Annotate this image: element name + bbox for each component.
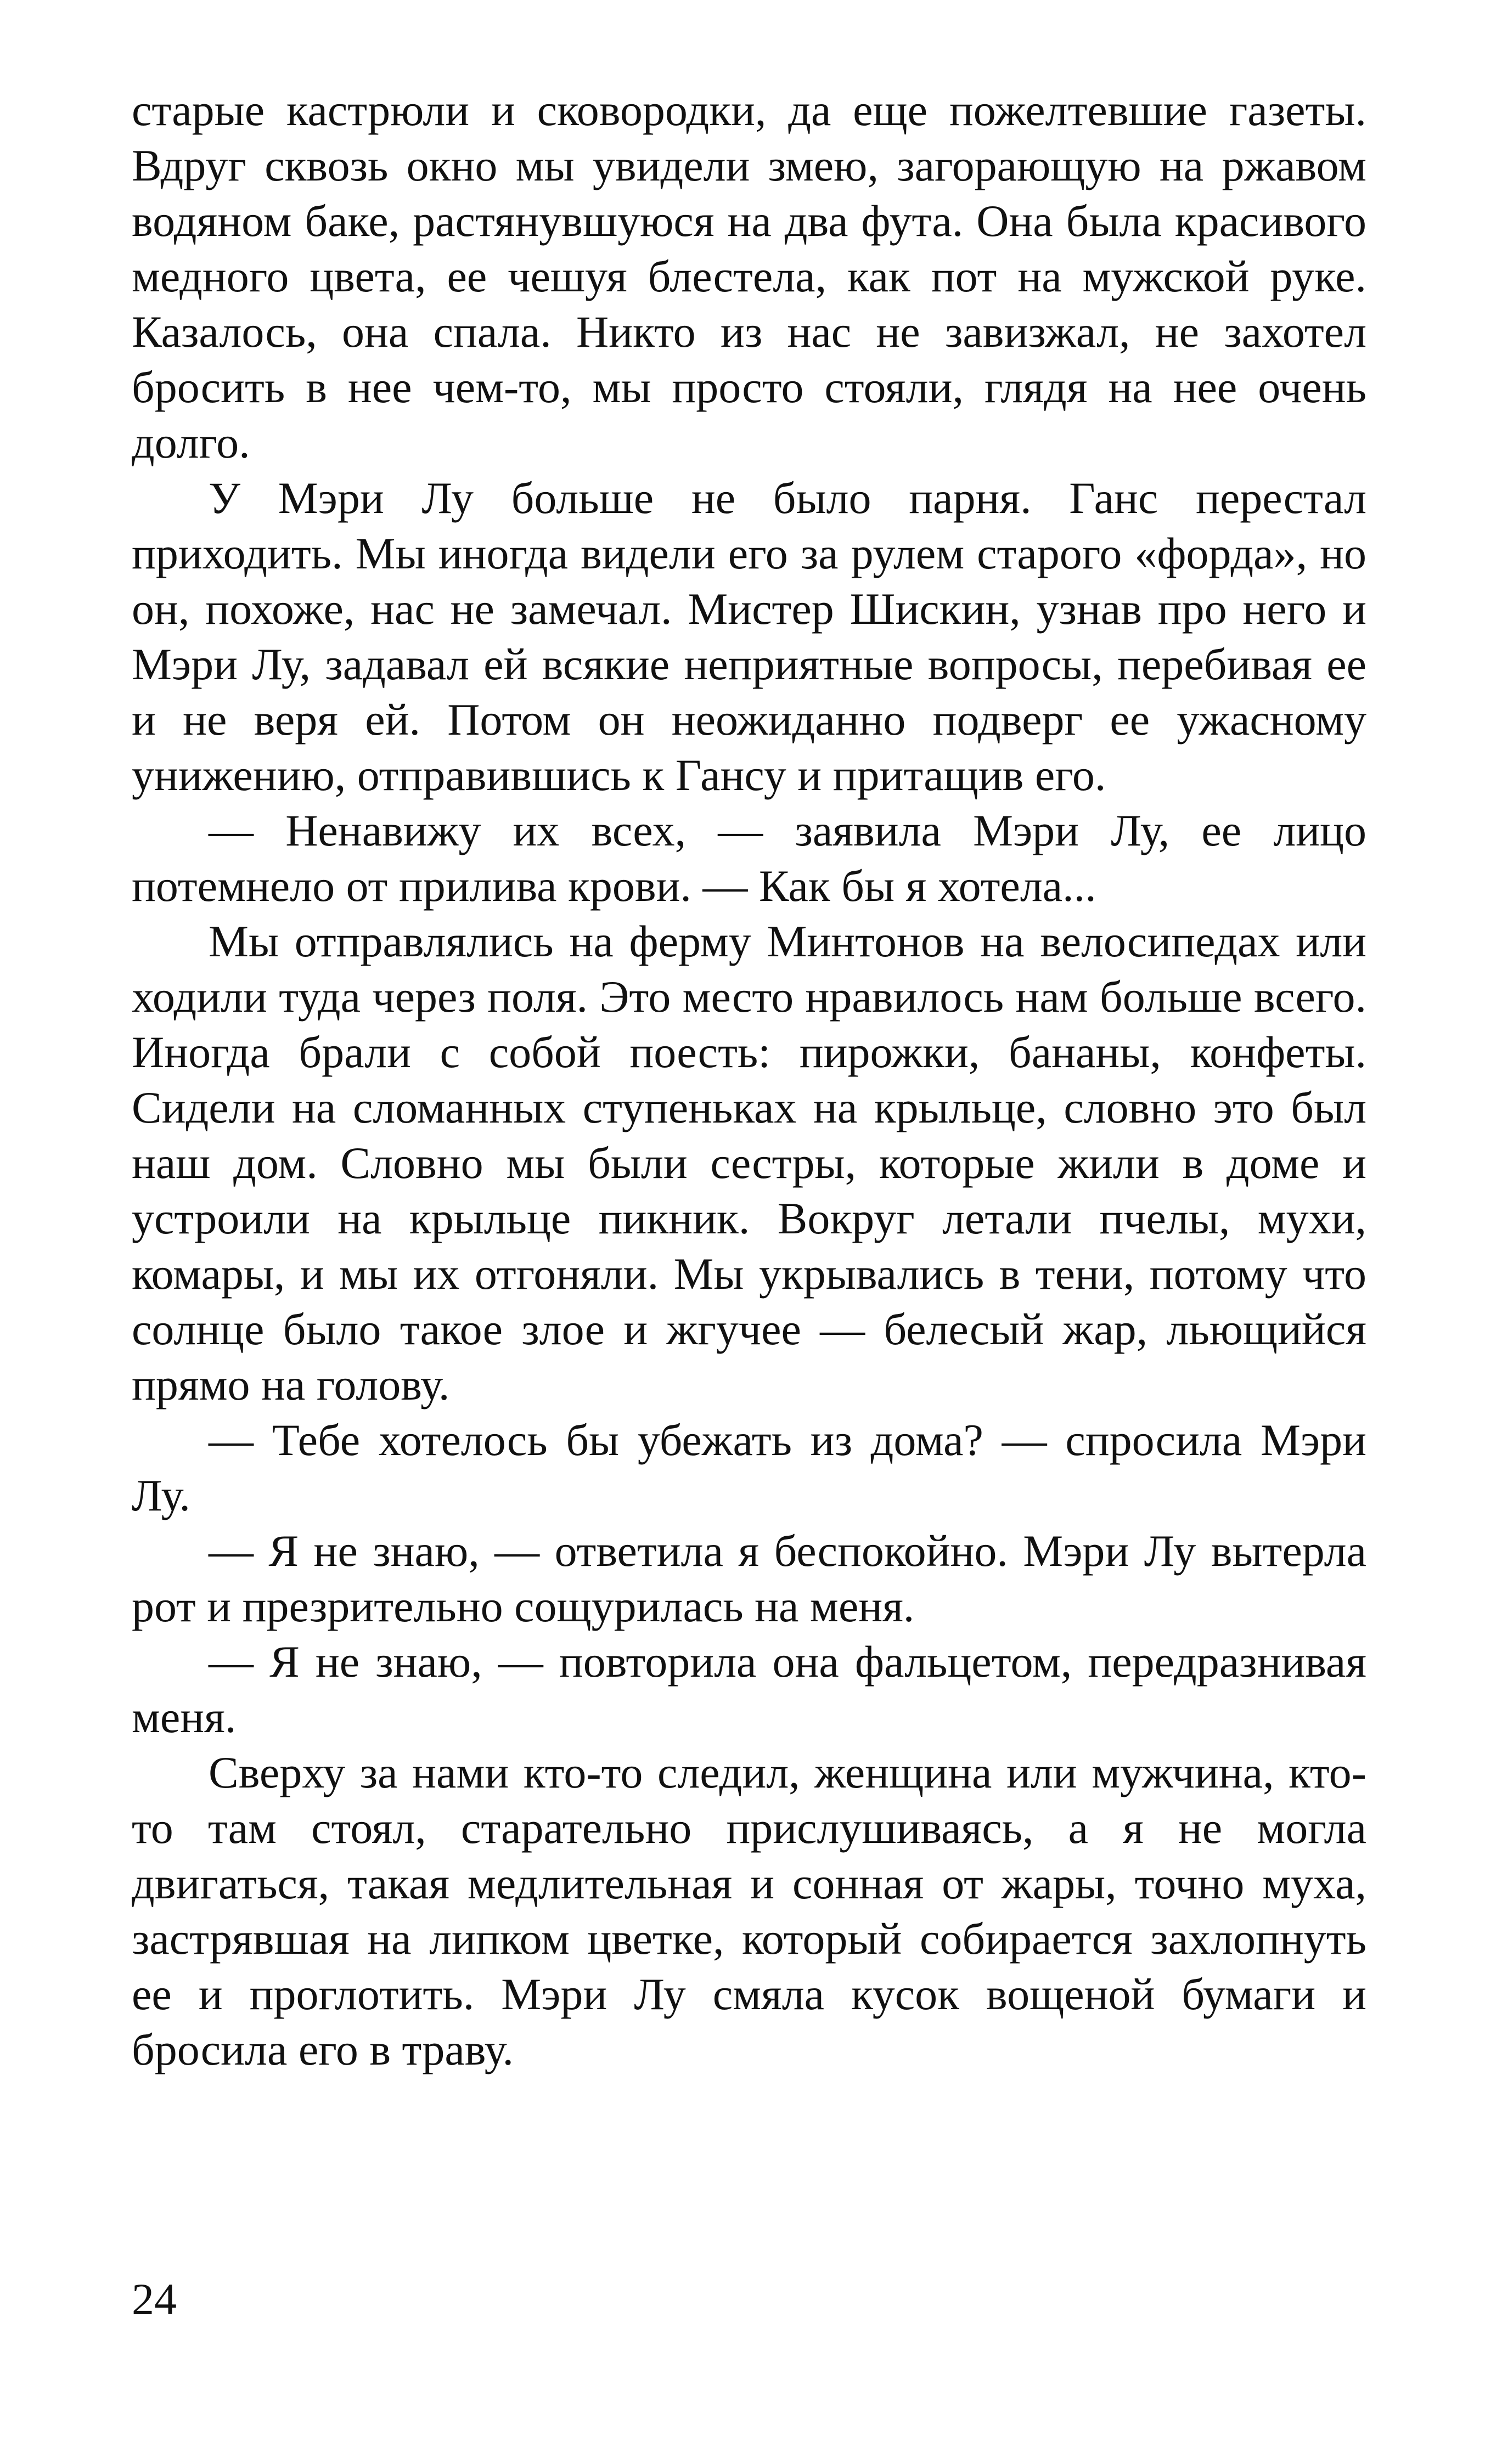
paragraph: — Ненавижу их всех, — заявила Мэри Лу, ее лицо потемнело от прилива крови. — Как бы я хотела... (132, 805, 1366, 911)
paragraph: — Тебе хотелось бы убежать из дома? — спросила Мэри Лу. (132, 1415, 1366, 1520)
paragraph: У Мэри Лу больше не было парня. Ганс перестал приходить. Мы иногда видели его за рулем старого «форда», но он, похоже, нас не замечал. Мистер Шискин, узнав про него и Мэри Лу, задавал ей всякие неприятные вопросы, перебивая ее и не веря ей. Потом он неожиданно подверг ее ужасному унижению, отправившись к Гансу и притащив его. (132, 473, 1366, 800)
paragraph: старые кастрюли и сковородки, да еще пожелтевшие газеты. Вдруг сквозь окно мы увидели змею, загорающую на ржавом водяном баке, растянувшуюся на два фута. Она была красивого медного цвета, ее чешуя блестела, как пот на мужской руке. Казалось, она спала. Никто из нас не завизжал, не захотел бросить в нее чем-то, мы просто стояли, глядя на нее очень долго. (132, 85, 1366, 467)
paragraph: Сверху за нами кто-то следил, женщина или мужчина, кто-то там стоял, старательно прислушиваясь, а я не могла двигаться, такая медлительная и сонная от жары, точно муха, застрявшая на липком цветке, который собирается захлопнуть ее и проглотить. Мэри Лу смяла кусок вощеной бумаги и бросила его в траву. (132, 1747, 1366, 2074)
paragraph: — Я не знаю, — повторила она фальцетом, передразнивая меня. (132, 1637, 1366, 1742)
paragraph: Мы отправлялись на ферму Минтонов на велосипедах или ходили туда через поля. Это место нравилось нам больше всего. Иногда брали с собой поесть: пирожки, бананы, конфеты. Сидели на сломанных ступеньках на крыльце, словно это был наш дом. Словно мы были сестры, которые жили в доме и устроили на крыльце пикник. Вокруг летали пчелы, мухи, комары, и мы их отгоняли. Мы укрывались в тени, потому что солнце было такое злое и жгучее — белесый жар, льющийся прямо на голову. (132, 916, 1366, 1409)
body-text (132, 82, 1366, 2077)
paragraph: — Я не знаю, — ответила я беспокойно. Мэри Лу вытерла рот и презрительно сощурилась на меня. (132, 1526, 1366, 1631)
page-number: 24 (132, 2274, 177, 2324)
book-page (132, 82, 1366, 2387)
